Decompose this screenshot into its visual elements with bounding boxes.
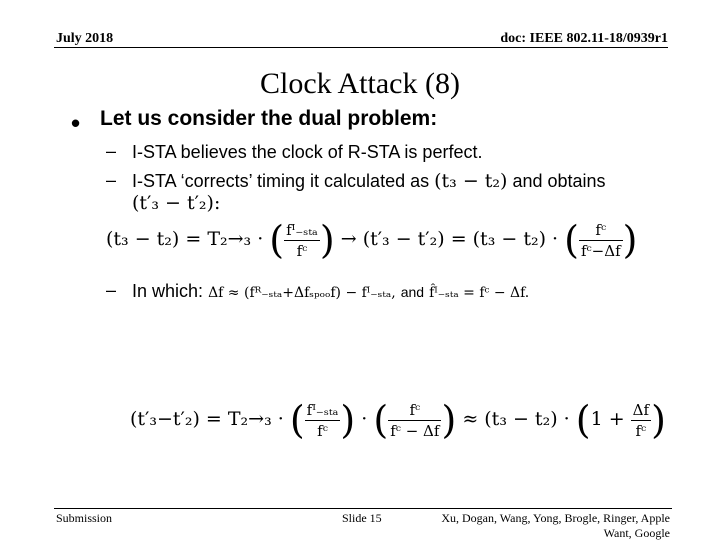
- frac-den: fᶜ−Δf: [580, 241, 621, 260]
- sub-bullet-2-text-b: and obtains: [512, 171, 606, 191]
- paren-open: (: [373, 398, 389, 442]
- fraction-df-over-fc: [631, 400, 651, 441]
- paren-open: (: [564, 218, 579, 262]
- paren-close: ): [651, 398, 666, 442]
- paren-close: ): [319, 218, 335, 262]
- frac-den: fᶜ: [635, 421, 647, 440]
- sub-bullet-2-text-a: I-STA ‘corrects’ timing it calculated as: [132, 171, 430, 191]
- sub-bullet-2: [132, 170, 606, 192]
- paren-open: (: [289, 398, 305, 442]
- paren-open: (: [269, 218, 285, 262]
- equation-1: [106, 218, 637, 262]
- equation-2: [130, 398, 666, 442]
- expr-t3p-t2p: (t′₃ − t′₂):: [132, 192, 221, 214]
- fraction-fc-over-fc-minus-df: [579, 220, 623, 261]
- frac-den: fᶜ − Δf: [390, 421, 440, 440]
- fraction-fc-over-fc-minus-df: [388, 400, 441, 441]
- sub-bullet-1: I-STA believes the clock of R-STA is perfect.: [132, 142, 483, 162]
- slide-title: Clock Attack (8): [260, 67, 460, 100]
- fraction-fista-over-fc: [284, 220, 320, 261]
- frac-den: fᶜ: [317, 421, 328, 440]
- sub-bullet-3: [132, 280, 529, 304]
- dash-marker: –: [106, 170, 117, 190]
- dash-marker: –: [106, 280, 117, 300]
- bullet-text: Let us consider the dual problem:: [100, 107, 438, 130]
- footer-submission: Submission: [56, 511, 113, 525]
- dot-operator: ·: [361, 408, 368, 430]
- header-date: July 2018: [56, 31, 114, 46]
- eq2-mid: ≈ (t₃ − t₂) ·: [462, 408, 570, 430]
- footer-authors-line-2: Want, Google: [603, 526, 670, 540]
- frac-num: fᴵ₋ₛₜₐ: [286, 220, 318, 239]
- frac-num: fᶜ: [579, 220, 623, 241]
- bullet-dot: •: [71, 108, 81, 138]
- paren-close: ): [340, 398, 356, 442]
- and-word: and: [400, 284, 425, 300]
- sub-bullet-3-label: In which:: [132, 281, 204, 301]
- footer-rule: [54, 508, 672, 509]
- paren-close: ): [622, 218, 638, 262]
- header-rule: [54, 47, 668, 48]
- eq2-one-plus: 1 +: [590, 408, 625, 430]
- footer-authors-line-1: Xu, Dogan, Wang, Yong, Brogle, Ringer, Apple: [441, 511, 670, 525]
- header-doc-id: doc: IEEE 802.11-18/0939r1: [500, 31, 668, 46]
- which-expression-2: f̂ᴵ₋ₛₜₐ = fᶜ − Δf.: [429, 285, 530, 301]
- eq1-lhs: (t₃ − t₂) = T₂→₃ ·: [106, 228, 264, 250]
- which-expression: Δf ≈ (fᴿ₋ₛₜₐ+Δfₛₚₒₒf) − fᴵ₋ₛₜₐ,: [208, 285, 396, 301]
- footer-slide-number: Slide 15: [342, 511, 382, 525]
- frac-num: Δf: [632, 400, 650, 419]
- expr-t3-t2: (t₃ − t₂): [434, 170, 508, 192]
- dash-marker: –: [106, 141, 117, 161]
- footer-authors: [441, 511, 670, 541]
- paren-close: ): [441, 398, 457, 442]
- eq1-arrow: → (t′₃ − t′₂) = (t₃ − t₂) ·: [340, 228, 559, 250]
- frac-num: fᶜ: [388, 400, 441, 421]
- frac-num: fᴵ₋ₛₜₐ: [306, 400, 339, 419]
- paren-open: (: [575, 398, 591, 442]
- eq2-lhs: (t′₃−t′₂) = T₂→₃ ·: [130, 408, 284, 430]
- fraction-fista-over-fc: [305, 400, 341, 441]
- frac-den: fᶜ: [296, 241, 308, 260]
